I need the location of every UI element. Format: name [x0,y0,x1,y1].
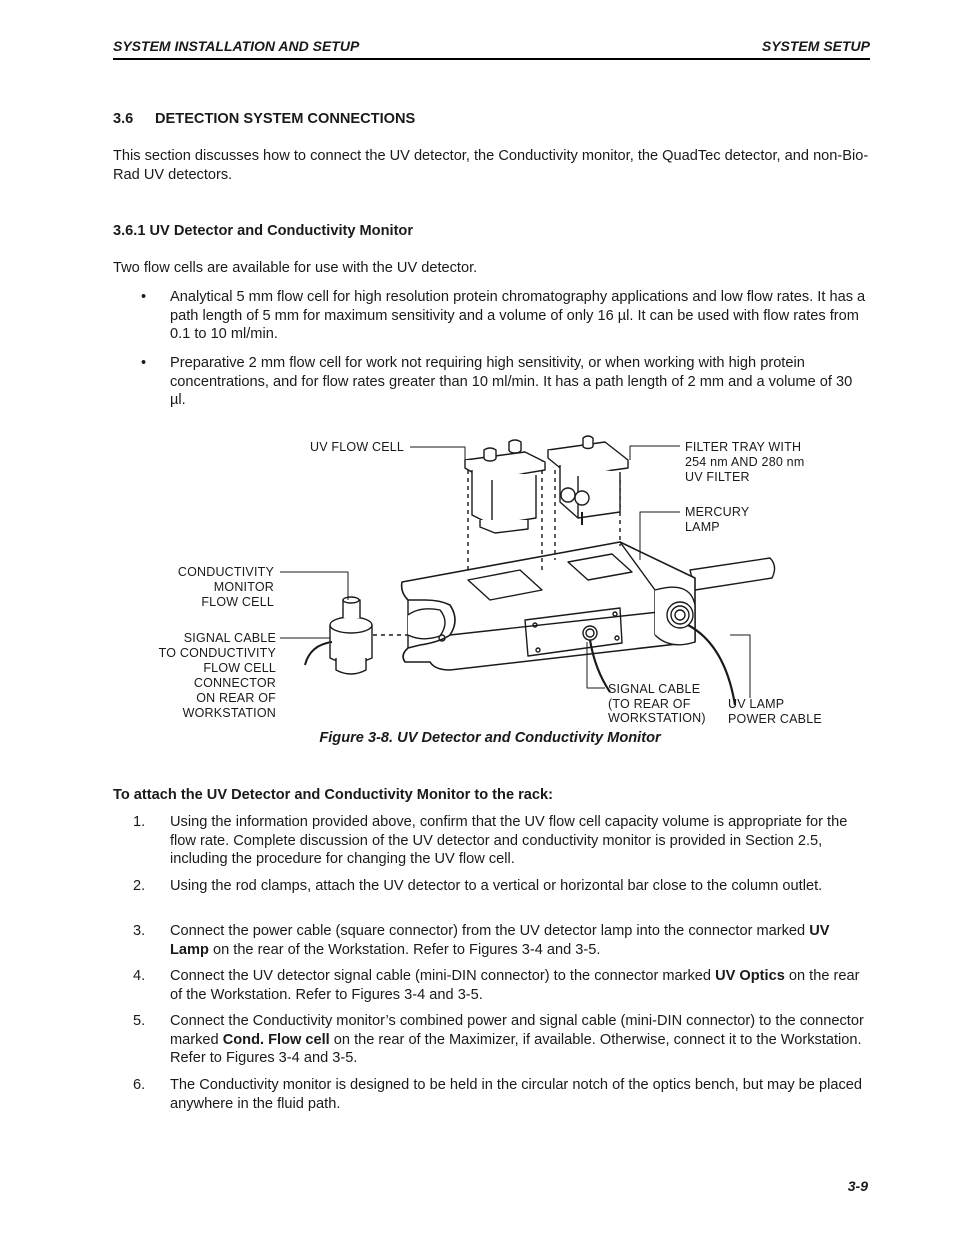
label-signal-cable-cond: CONNECTOR [193,676,276,690]
bullet-text: Preparative 2 mm flow cell for work not requiring high sensitivity, or when working with high protein concentrations, and for flow rates greater than 10 ml/min. It has a path length of 2 mm and a volume of 30 µl. [170,355,853,408]
page-number: 3-9 [847,1178,868,1194]
procedure-title: To attach the UV Detector and Conductivity Monitor to the rack: [113,787,554,803]
uv-flow-cell-part [465,440,545,533]
label-signal-cable: SIGNAL CABLE [608,682,701,696]
step-item [113,967,870,1004]
step-number: 4. [133,968,146,984]
step-number: 1. [133,814,146,830]
label-uv-lamp-cable: POWER CABLE [728,712,822,726]
mounting-rod [690,558,775,590]
label-mercury-lamp: LAMP [685,520,720,534]
step-number: 6. [133,1077,146,1093]
label-uv-flow-cell: UV FLOW CELL [310,440,405,454]
step-item [113,813,870,869]
figure-caption: Figure 3-8. UV Detector and Conductivity Monitor [319,730,661,746]
section-title: DETECTION SYSTEM CONNECTIONS [155,111,416,127]
section-number: 3.6 [113,111,134,127]
label-uv-lamp-cable: UV LAMP [728,697,785,711]
label-mercury-lamp: MERCURY [685,505,750,519]
label-signal-cable: WORKSTATION) [608,711,706,725]
step-text: The Conductivity monitor is designed to be held in the circular notch of the optics bench, but may be placed anywhere in the fluid path. [170,1077,862,1112]
bullet-marker: • [141,355,147,371]
bullet-item [113,288,870,344]
section-intro: This section discusses how to connect the UV detector, the Conductivity monitor, the QuadTec detector, and non-Bio-Rad UV detectors. [113,148,869,183]
bullet-text: Analytical 5 mm flow cell for high resolution protein chromatography applications and low flow rates. It has a path length of 5 mm for maximum sensitivity and a volume of only 16 µl. It can be used with flow rates from 0.1 to 10 ml/min. [170,289,866,342]
step-item [113,1012,870,1068]
label-signal-cable: (TO REAR OF [608,697,691,711]
step-text: Using the rod clamps, attach the UV detector to a vertical or horizontal bar close to the column outlet. [170,878,823,894]
step-number: 2. [133,878,146,894]
step-text: Using the information provided above, confirm that the UV flow cell capacity volume is appropriate for the flow rate. Complete discussion of the UV detector and conductivity monitor is provided in Section 2.5, including the procedure for changing the UV flow cell. [170,814,848,867]
label-filter-tray: FILTER TRAY WITH [685,440,802,454]
running-header [113,36,870,60]
label-conductivity: FLOW CELL [201,595,274,609]
optics-bench [402,542,695,670]
subsection-intro: Two flow cells are available for use with the UV detector. [113,260,478,276]
label-filter-tray: UV FILTER [685,470,750,484]
header-right: SYSTEM SETUP [761,38,870,54]
label-conductivity: MONITOR [213,580,274,594]
label-signal-cable-cond: ON REAR OF [196,691,276,705]
header-left: SYSTEM INSTALLATION AND SETUP [113,38,360,54]
bullet-item [113,354,870,410]
step-number: 3. [133,923,146,939]
conductivity-monitor-part [305,597,372,674]
step-text: Connect the Conductivity monitor’s combined power and signal cable (mini-DIN connector) to the connector marked Cond. Flow cell on the rear of the Maximizer, if available. Otherwise, connect it to the Workstation. Refer to Figures 3-4 and 3-5. [170,1013,864,1066]
filter-tray-part [548,436,628,525]
section-heading [113,110,415,129]
step-item [113,922,870,959]
step-item [113,1076,870,1113]
label-conductivity: CONDUCTIVITY [177,565,274,579]
step-text: Connect the power cable (square connector) from the UV detector lamp into the connector marked UV Lamp on the rear of the Workstation. Refer to Figures 3-4 and 3-5. [170,923,830,958]
subsection-heading: 3.6.1 UV Detector and Conductivity Monitor [113,223,414,239]
label-signal-cable-cond: FLOW CELL [203,661,276,675]
step-text: Connect the UV detector signal cable (mini-DIN connector) to the connector marked UV Optics on the rear of the Workstation. Refer to Figures 3-4 and 3-5. [170,968,860,1003]
label-signal-cable-cond: TO CONDUCTIVITY [158,646,276,660]
uv-detector-diagram [150,430,830,730]
label-filter-tray: 254 nm AND 280 nm [685,455,805,469]
step-number: 5. [133,1013,146,1029]
label-signal-cable-cond: WORKSTATION [182,706,276,720]
label-signal-cable-cond: SIGNAL CABLE [183,631,276,645]
step-item [113,877,870,896]
bullet-marker: • [141,289,147,305]
